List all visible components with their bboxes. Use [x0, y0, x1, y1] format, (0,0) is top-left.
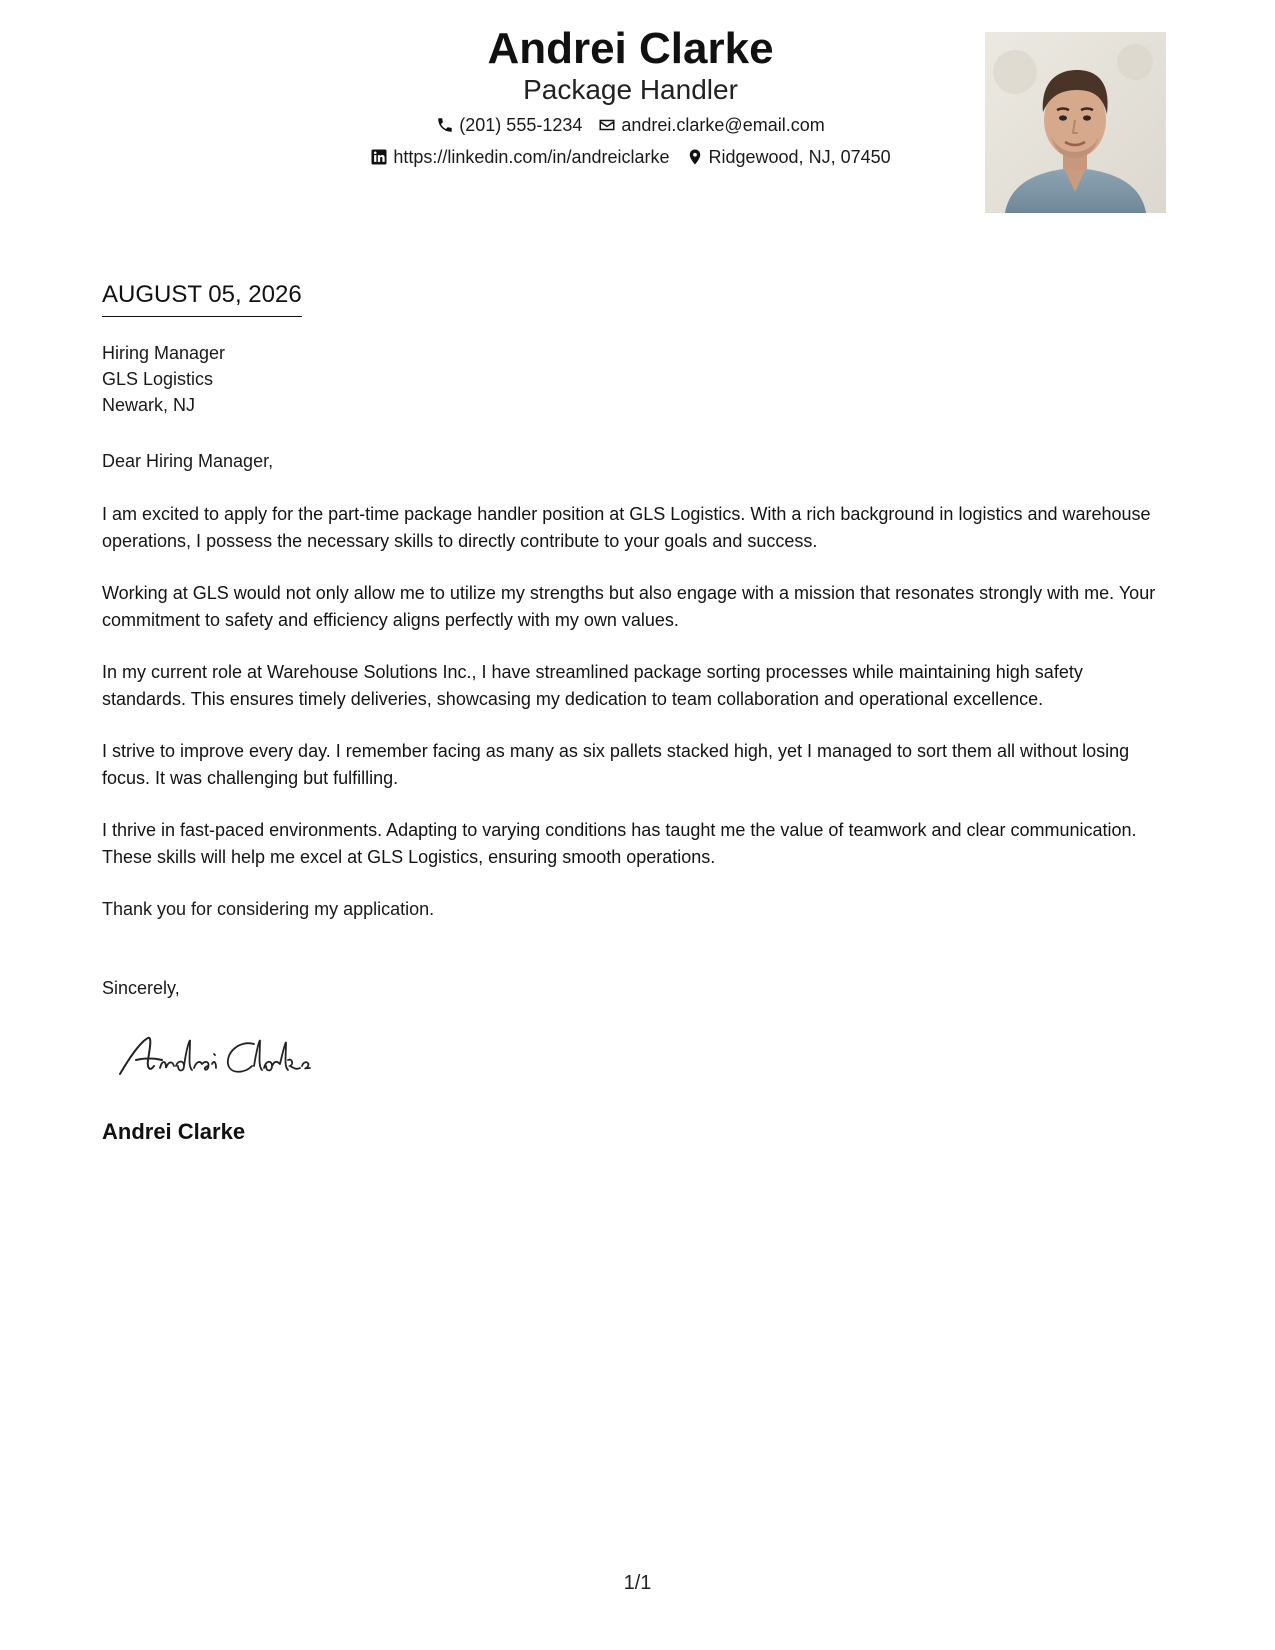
- signature-drawing: [114, 1030, 354, 1082]
- linkedin-text: https://linkedin.com/in/andreiclarke: [393, 147, 670, 167]
- body-paragraph-5: I thrive in fast-paced environments. Adapting to varying conditions has taught me the value of teamwork and clear communication. These skills will help me excel at GLS Logistics, ensuring smooth operations.: [102, 820, 1137, 867]
- page-number: 1/1: [623, 1572, 652, 1594]
- applicant-photo: [985, 32, 1166, 213]
- contact-email[interactable]: [598, 113, 824, 137]
- letter-date: AUGUST 05, 2026: [102, 280, 302, 317]
- contact-linkedin[interactable]: [370, 145, 669, 169]
- applicant-name: Andrei Clarke: [487, 24, 774, 73]
- recipient-title: Hiring Manager: [102, 343, 226, 363]
- body-paragraph-2: Working at GLS would not only allow me to utilize my strengths but also engage with a mission that resonates strongly with me. Your commitment to safety and efficiency aligns perfectly with my own values.: [102, 583, 1156, 630]
- linkedin-icon: [370, 148, 388, 166]
- contact-location: [686, 145, 891, 169]
- recipient-block: [102, 340, 225, 418]
- portrait-illustration: [985, 32, 1166, 213]
- handwritten-signature: [114, 1030, 354, 1082]
- closing-thanks: Thank you for considering my application.: [102, 899, 435, 919]
- applicant-role: Package Handler: [523, 74, 738, 105]
- salutation: Dear Hiring Manager,: [102, 451, 274, 471]
- phone-icon: [436, 116, 454, 134]
- contact-phone[interactable]: [436, 113, 582, 137]
- phone-text: (201) 555-1234: [459, 115, 583, 135]
- signer-name: Andrei Clarke: [102, 1119, 246, 1144]
- email-text: andrei.clarke@email.com: [621, 115, 825, 135]
- map-pin-icon: [686, 148, 704, 166]
- recipient-location: Newark, NJ: [102, 395, 196, 415]
- signoff: Sincerely,: [102, 978, 180, 998]
- recipient-company: GLS Logistics: [102, 369, 214, 389]
- envelope-icon: [598, 116, 616, 134]
- location-text: Ridgewood, NJ, 07450: [708, 147, 891, 167]
- body-paragraph-4: I strive to improve every day. I remember facing as many as six pallets stacked high, yet I managed to sort them all without losing focus. It was challenging but fulfilling.: [102, 741, 1130, 788]
- body-paragraph-1: I am excited to apply for the part-time package handler position at GLS Logistics. With a rich background in logistics and warehouse operations, I possess the necessary skills to directly contribute to your goals and success.: [102, 504, 1151, 551]
- letter-header: [0, 0, 1275, 230]
- body-paragraph-3: In my current role at Warehouse Solutions Inc., I have streamlined package sorting processes while maintaining high safety standards. This ensures timely deliveries, showcasing my dedication to team collaboration and operational excellence.: [102, 662, 1083, 709]
